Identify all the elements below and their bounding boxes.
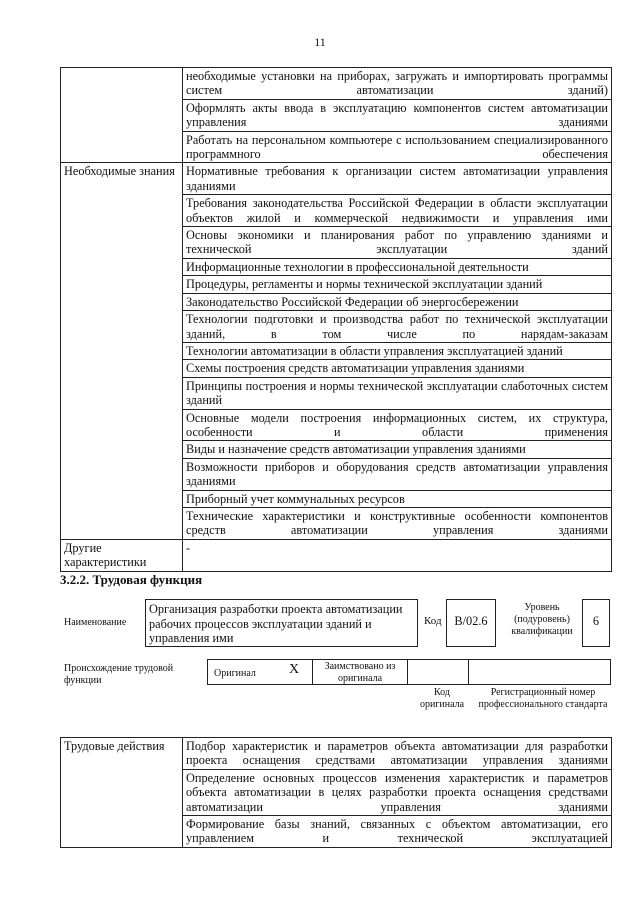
table-cell: Информационные технологии в профессиональной деятельности <box>183 258 612 275</box>
table-cell: Нормативные требования к организации систем автоматизации управления зданиями <box>183 163 612 195</box>
table-row <box>61 163 612 195</box>
function-name-field: Организация разработки проекта автоматизации рабочих процессов эксплуатации зданий и управления ими <box>145 599 418 647</box>
code-label: Код <box>424 615 442 627</box>
origin-box <box>207 659 611 685</box>
table-cell: Требования законодательства Российской Федерации в области эксплуатации объектов жилой и коммерческой недвижимости и управления ими <box>183 195 612 227</box>
table-cell: Оформлять акты ввода в эксплуатацию компонентов систем автоматизации управления зданиями <box>183 99 612 131</box>
origin-borrowed-label: Заимствовано из оригинала <box>324 661 396 684</box>
row-label-knowledge: Необходимые знания <box>61 163 183 539</box>
table-cell: Определение основных процессов изменения характеристик и параметров объекта автоматизации в целях разработки проекта оснащения средствами автоматизации управления зданиями <box>183 769 612 815</box>
qualification-level-label: Уровень (подуровень) квалификации <box>511 602 573 637</box>
table-cell: Виды и назначение средств автоматизации управления зданиями <box>183 441 612 458</box>
table-cell: Основы экономики и планирования работ по управлению зданиями и технической эксплуатации зданий <box>183 227 612 259</box>
section-heading: 3.2.2. Трудовая функция <box>60 572 203 587</box>
table-cell: Приборный учет коммунальных ресурсов <box>183 490 612 507</box>
function-code-field: В/02.6 <box>446 599 496 647</box>
divider <box>407 659 408 685</box>
table-row <box>61 68 612 100</box>
table-row <box>61 738 612 770</box>
code-original-label: Код оригинала <box>419 687 465 710</box>
actions-table <box>60 737 612 848</box>
divider <box>468 659 469 685</box>
reg-number-label: Регистрационный номер профессионального стандарта <box>478 687 608 710</box>
table-cell: необходимые установки на приборах, загружать и импортировать программы систем автоматизации зданий) <box>183 68 612 100</box>
row-label-actions: Трудовые действия <box>61 738 183 848</box>
table-cell: Подбор характеристик и параметров объекта автоматизации для разработки проекта оснащения средствами автоматизации управления зданиями <box>183 738 612 770</box>
table-cell: Работать на персональном компьютере с использованием специализированного программного обеспечения <box>183 131 612 163</box>
table-row <box>61 539 612 571</box>
table-cell: Технические характеристики и конструктивные особенности компонентов средств автоматизации управления зданиями <box>183 507 612 539</box>
table-cell: Возможности приборов и оборудования средств автоматизации управления зданиями <box>183 458 612 490</box>
origin-original-label: Оригинал <box>214 668 256 679</box>
page-number: 11 <box>314 35 326 49</box>
table-cell: Принципы построения и нормы технической эксплуатации слаботочных систем зданий <box>183 377 612 409</box>
origin-mark: X <box>289 662 300 677</box>
table-cell: Формирование базы знаний, связанных с объектом автоматизации, его управлением и технической эксплуатацией <box>183 816 612 848</box>
divider <box>312 659 313 685</box>
table-cell: Технологии автоматизации в области управления эксплуатацией зданий <box>183 342 612 359</box>
name-label: Наименование <box>64 617 127 628</box>
table-cell: Законодательство Российской Федерации об энергосбережении <box>183 293 612 310</box>
knowledge-table <box>60 67 612 572</box>
qualification-level-field: 6 <box>582 599 610 647</box>
table-cell: Схемы построения средств автоматизации управления зданиями <box>183 360 612 377</box>
row-label-other: Другие характеристики <box>61 539 183 571</box>
table-cell: Технологии подготовки и производства работ по технической эксплуатации зданий, в том числе по нарядам-заказам <box>183 311 612 343</box>
row-label <box>61 68 183 163</box>
table-cell: Процедуры, регламенты и нормы технической эксплуатации зданий <box>183 276 612 293</box>
origin-label: Происхождение трудовой функции <box>64 663 174 686</box>
table-cell: Основные модели построения информационных систем, их структура, особенности и области применения <box>183 409 612 441</box>
table-cell: - <box>183 539 612 571</box>
